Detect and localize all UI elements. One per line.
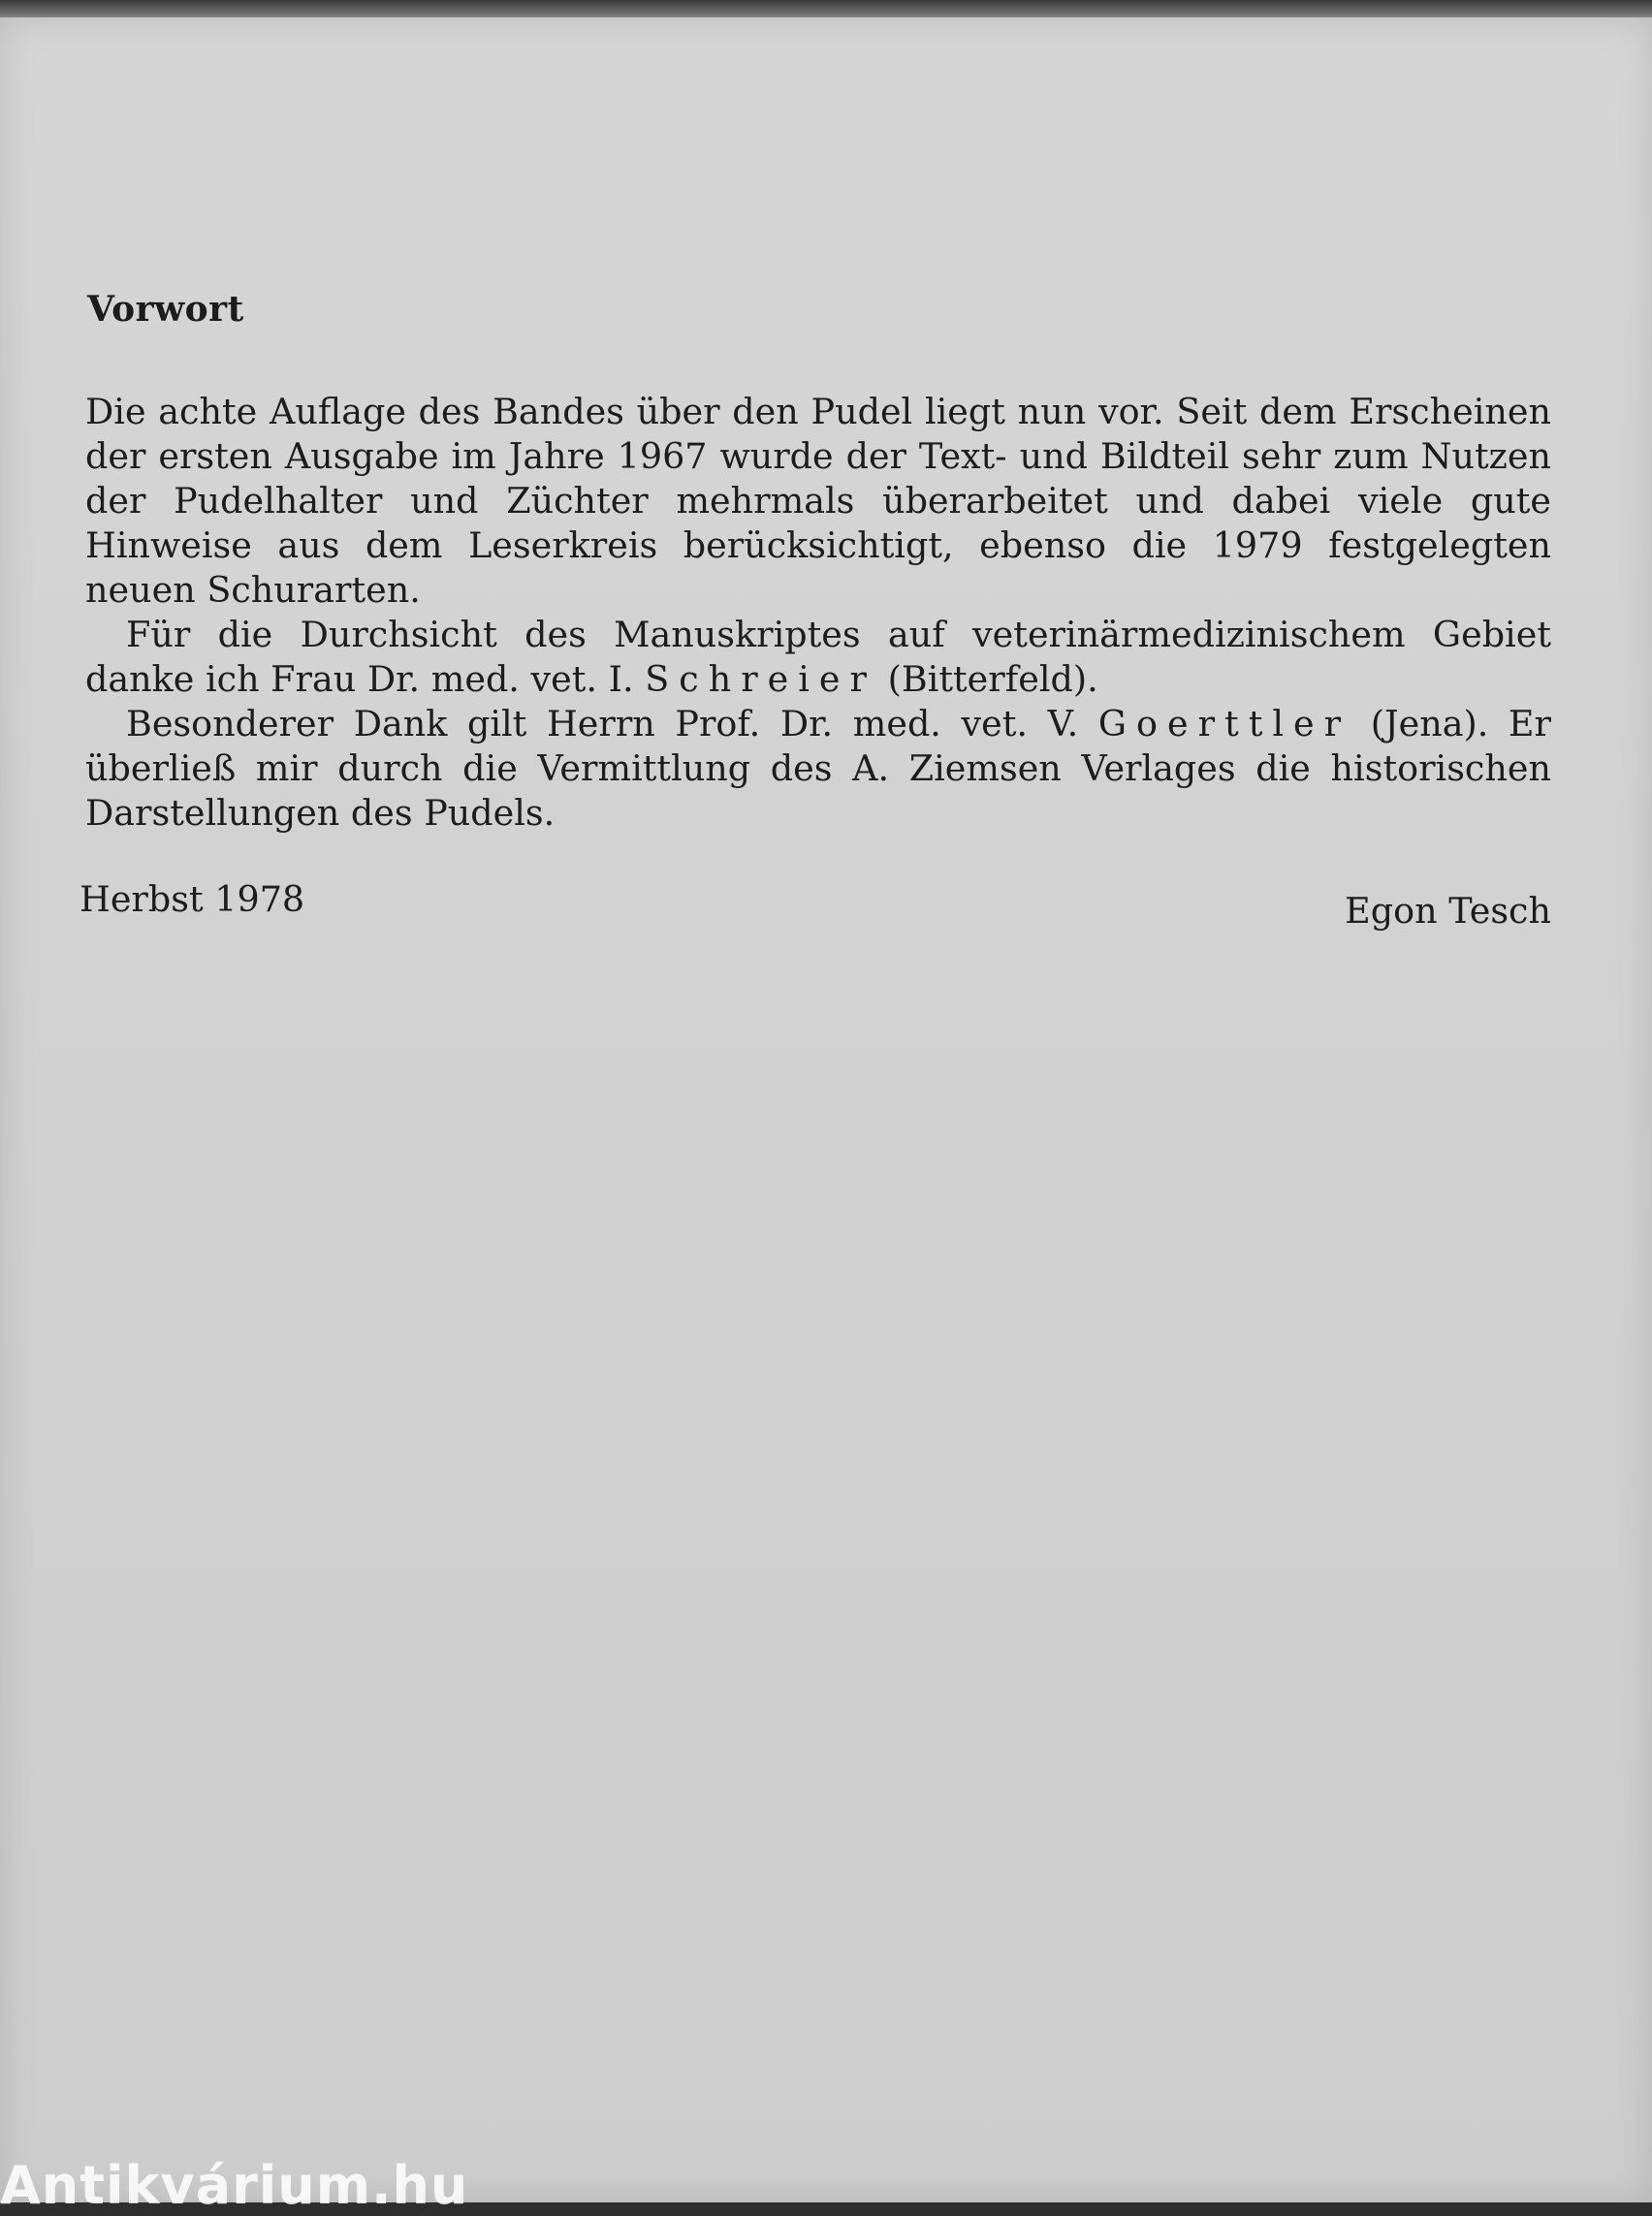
name-schreier: Schreier [645, 658, 876, 700]
paragraph-2-text-before: Für die Durchsicht des Manuskriptes auf veterinärmedizinischem Gebiet danke ich Frau Dr. med. vet. I. [85, 614, 1551, 700]
preface-content [79, 289, 1552, 956]
author-name: Egon Tesch [1345, 890, 1551, 932]
paragraph-3-text-after: (Jena). Er überließ mir durch die Vermittlung des A. Ziemsen Verlages die historischen Darstellungen des Pudels. [85, 703, 1552, 834]
watermark: Antikvárium.hu [0, 2155, 469, 2216]
document-page [0, 17, 1652, 2216]
paragraph-2-text-after: (Bitterfeld). [887, 658, 1098, 700]
paragraph-3 [85, 702, 1551, 836]
date-line: Herbst 1978 [79, 878, 305, 920]
name-goerttler: Goerttler [1097, 703, 1351, 744]
paragraph-2 [85, 613, 1551, 702]
signature-block [79, 878, 1551, 956]
preface-heading: Vorwort [87, 289, 244, 330]
paragraph-1: Die achte Auflage des Bandes über den Pudel liegt nun vor. Seit dem Erscheinen der ersten Ausgabe im Jahre 1967 wurde der Text- und Bildteil sehr zum Nutzen der Pudelhalter und Züchter mehrmals überarbeitet und dabei viele gute Hinweise aus dem Leserkreis berücksichtigt, ebenso die 1979 festgelegten neuen Schurarten. [85, 391, 1551, 611]
paragraph-3-text-before: Besonderer Dank gilt Herrn Prof. Dr. med. vet. V. [126, 703, 1079, 744]
